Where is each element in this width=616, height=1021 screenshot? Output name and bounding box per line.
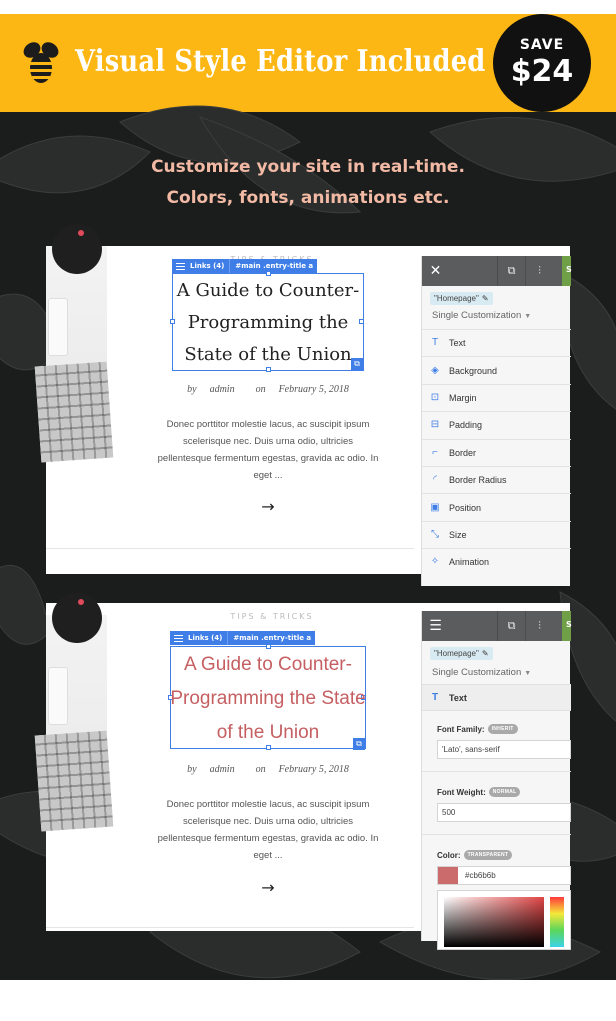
meta-by: by (187, 764, 197, 775)
text-section-label: Text (449, 692, 467, 703)
size-icon: ⤡ (431, 528, 439, 540)
menu-item-label: Border Radius (449, 475, 507, 486)
menu-item-label: Animation (449, 557, 490, 568)
menu-item-animation[interactable] (422, 548, 571, 575)
context-label: "Homepage" (434, 649, 479, 658)
settings-sliders-icon[interactable]: ⫶ (525, 256, 553, 286)
panel-toolbar (422, 611, 571, 641)
menu-item-label: Padding (449, 420, 483, 431)
separator (422, 834, 571, 835)
font-weight-input[interactable]: 500 (437, 803, 571, 822)
desk-photo (46, 246, 107, 455)
tagline-line-2: Colors, fonts, animations etc. (166, 188, 450, 208)
style-editor-panel (421, 611, 570, 941)
cup-image (48, 298, 68, 356)
meta-author[interactable]: admin (209, 764, 235, 775)
font-weight-label: Font Weight: NORMAL (437, 787, 520, 797)
menu-item-label: Margin (449, 392, 477, 403)
keyboard-image (35, 362, 114, 463)
pencil-icon[interactable]: ✎ (481, 294, 489, 303)
close-icon[interactable]: ✕ (429, 263, 442, 279)
hamburger-icon[interactable] (174, 635, 183, 642)
mode-dropdown[interactable] (432, 310, 531, 321)
post-excerpt: Donec porttitor molestie lacus, ac suscipit ipsum scelerisque nec. Duis urna odio, ultricies pellentesque fermentum egestas, gravida ac odio. In eget ... (157, 419, 379, 481)
position-icon: ▣ (430, 501, 440, 513)
text-icon: T (431, 692, 439, 703)
post-title[interactable]: A Guide to Counter-Programming the State of the Union (176, 280, 360, 365)
color-hex-value: #cb6b6b (465, 871, 496, 880)
post-title[interactable]: A Guide to Counter-Programming the State of the Union (170, 654, 366, 743)
save-button[interactable]: S (562, 611, 571, 641)
bee-icon (20, 38, 62, 86)
meta-on: on (255, 384, 266, 395)
meta-on: on (255, 764, 266, 775)
style-editor-panel (421, 256, 570, 586)
lamp-image (52, 593, 102, 643)
menu-icon[interactable]: ☰ (429, 618, 442, 634)
menu-item-background[interactable] (422, 356, 571, 383)
selection-tag-label: Links (4) (188, 634, 223, 642)
read-more-arrow[interactable]: → (261, 878, 275, 897)
divider (46, 548, 414, 549)
background-icon: ◈ (431, 364, 439, 376)
mode-dropdown[interactable] (432, 667, 531, 678)
animation-icon: ✧ (430, 556, 440, 568)
menu-item-border-radius[interactable] (422, 466, 571, 493)
save-amount: $24 (510, 54, 574, 89)
copy-icon[interactable]: ⧉ (351, 358, 363, 370)
menu-item-label: Size (449, 529, 467, 540)
color-picker[interactable] (437, 890, 571, 950)
save-badge (493, 14, 591, 112)
font-family-label: Font Family: INHERIT (437, 724, 518, 734)
post-meta (156, 384, 380, 395)
cup-image (48, 667, 68, 725)
responsive-icon[interactable]: ⧉ (497, 256, 525, 286)
menu-item-position[interactable] (422, 493, 571, 520)
context-pill[interactable] (430, 647, 493, 660)
desk-photo (46, 615, 107, 824)
read-more-arrow[interactable]: → (261, 497, 275, 516)
lamp-image (52, 224, 102, 274)
normal-chip[interactable]: NORMAL (489, 787, 521, 797)
editor-screenshot-text (46, 603, 570, 931)
hamburger-icon[interactable] (176, 263, 185, 270)
hue-slider[interactable] (550, 897, 564, 947)
menu-item-border[interactable] (422, 439, 571, 466)
text-icon: T (431, 337, 439, 349)
text-section-header[interactable] (422, 684, 571, 711)
menu-item-text[interactable] (422, 329, 571, 356)
responsive-icon[interactable]: ⧉ (497, 611, 525, 641)
meta-date[interactable]: February 5, 2018 (278, 764, 349, 775)
save-label: SAVE (519, 37, 565, 53)
editor-screenshot-menu (46, 246, 570, 574)
property-menu (422, 329, 571, 576)
mode-label: Single Customization (432, 310, 522, 321)
mode-label: Single Customization (432, 667, 522, 678)
menu-item-label: Position (449, 502, 482, 513)
inherit-chip[interactable]: INHERIT (488, 724, 518, 734)
padding-icon: ⊟ (430, 419, 440, 431)
color-swatch[interactable] (438, 867, 458, 884)
menu-item-size[interactable] (422, 521, 571, 548)
font-family-input[interactable]: 'Lato', sans-serif (437, 740, 571, 759)
pencil-icon[interactable]: ✎ (481, 649, 489, 658)
post-meta (156, 764, 380, 775)
selection-tag-selector: #main .entry-title a (235, 262, 314, 270)
selection-tag-selector: #main .entry-title a (233, 634, 312, 642)
margin-icon: ⊡ (430, 391, 440, 403)
menu-item-label: Border (449, 447, 477, 458)
selection-tag[interactable] (172, 259, 317, 273)
post-excerpt: Donec porttitor molestie lacus, ac suscipit ipsum scelerisque nec. Duis urna odio, ultricies pellentesque fermentum egestas, gravida ac odio. In eget ... (157, 799, 379, 861)
color-input[interactable] (437, 866, 571, 885)
menu-item-padding[interactable] (422, 411, 571, 438)
context-pill[interactable] (430, 292, 493, 305)
copy-icon[interactable]: ⧉ (353, 738, 365, 750)
meta-by: by (187, 384, 197, 395)
caret-down-icon: ▼ (524, 313, 532, 320)
tagline-line-1: Customize your site in real-time. (151, 157, 465, 177)
footer-band (0, 980, 616, 1021)
settings-sliders-icon[interactable]: ⫶ (525, 611, 553, 641)
banner-title: Visual Style Editor Included (75, 44, 486, 79)
meta-author[interactable]: admin (209, 384, 235, 395)
keyboard-image (35, 731, 114, 832)
context-label: "Homepage" (434, 294, 479, 303)
selection-tag[interactable] (170, 631, 315, 645)
saturation-area[interactable] (444, 897, 544, 947)
border-icon: ⌐ (432, 446, 438, 458)
menu-item-label: Text (449, 338, 466, 349)
caret-down-icon: ▼ (524, 670, 532, 677)
post-category[interactable]: TIPS & TRICKS (230, 612, 314, 621)
menu-item-margin[interactable] (422, 384, 571, 411)
save-button[interactable]: S (562, 256, 571, 286)
menu-item-label: Background (449, 365, 498, 376)
border-radius-icon: ◜ (433, 474, 437, 486)
divider (46, 927, 414, 928)
panel-toolbar (422, 256, 571, 286)
selection-tag-label: Links (4) (190, 262, 225, 270)
separator (422, 771, 571, 772)
transparent-chip[interactable]: TRANSPARENT (464, 850, 513, 860)
meta-date[interactable]: February 5, 2018 (278, 384, 349, 395)
color-label: Color: TRANSPARENT (437, 850, 512, 860)
